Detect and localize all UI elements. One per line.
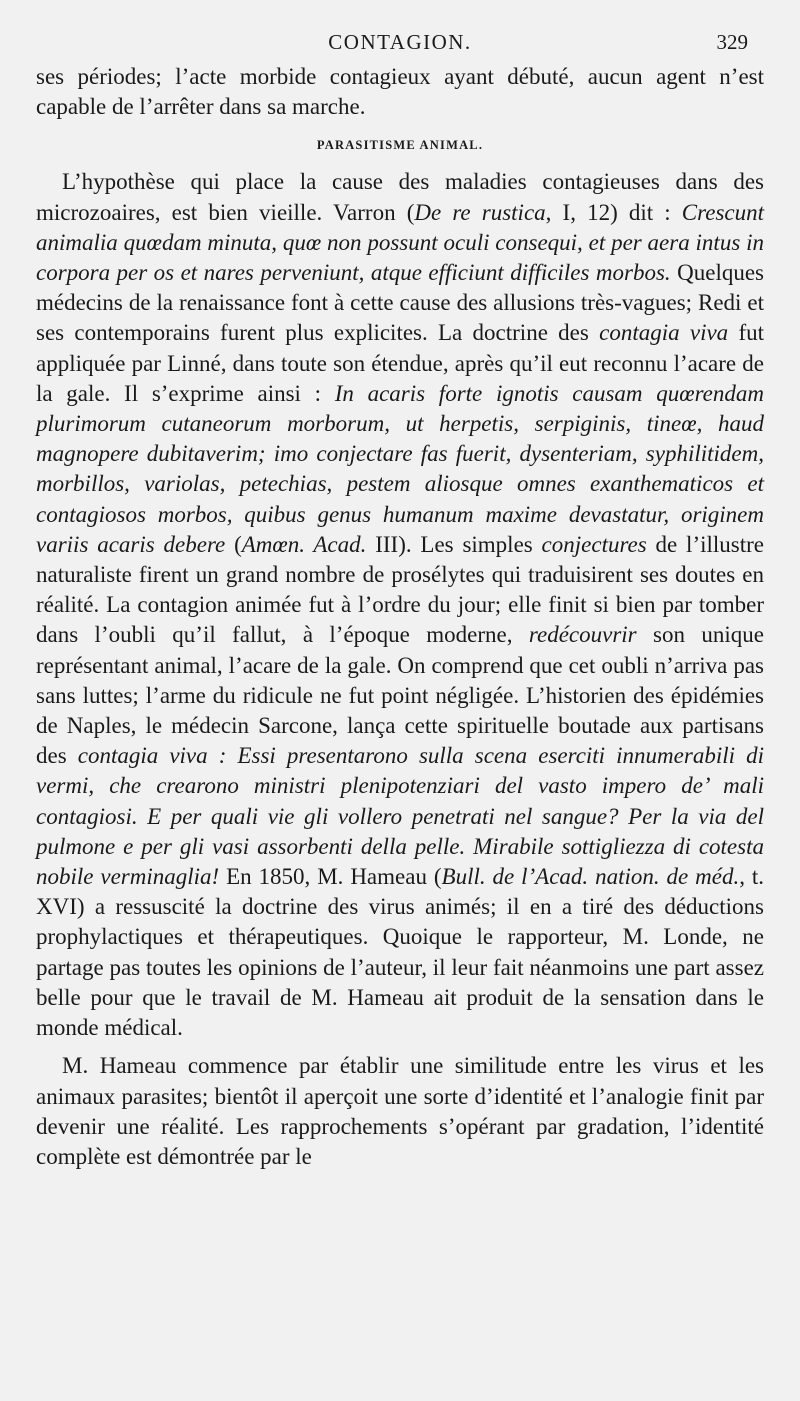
page-number: 329 bbox=[716, 30, 748, 54]
paragraph-parasitisme bbox=[36, 167, 764, 1043]
italic-term: conjectures bbox=[541, 531, 647, 557]
italian-quotation: contagia viva : Essi presentarono sulla scena eserciti innumerabili di vermi, che crearono ministri plenipotenziari del vasto impero de’ mali contagiosi. E per quali vie gli vollero penetrati nel sangue? Per la via del pulmone e per gli vasi assorbenti della pelle. Mirabile sottigliezza di cotesta nobile verminaglia! bbox=[36, 743, 764, 890]
paragraph-text: M. Hameau commence par établir une similitude entre les virus et les animaux parasites; bientôt il aperçoit une sorte d’identité et l’analogie finit par devenir une réalité. Les rapprochements s’opérant par gradation, l’identité complète est démontrée par le bbox=[36, 1053, 764, 1169]
paragraph-text: ses périodes; l’acte morbide contagieux ayant débuté, aucun agent n’est capable de l’arrêter dans sa marche. bbox=[36, 64, 764, 120]
text-run: ( bbox=[225, 531, 242, 557]
text-run: , t. XVI) a ressuscité la doctrine des virus animés; il en a tiré des déductions prophylactiques et thérapeutiques. Quoique le rapporteur, M. Londe, ne partage pas toutes les opinions de l’auteur, il leur fait néanmoins une part assez belle pour que le travail de M. Hameau ait produit de la sensation dans le monde médical. bbox=[36, 864, 764, 1041]
text-run: Quelques médecins de la renaissance font à cette cause des allusions très-vagues; Redi et ses contemporains furent plus explicites. La doctrine des bbox=[36, 260, 764, 346]
section-heading: PARASITISME ANIMAL. bbox=[316, 138, 484, 153]
text-run: L’hypothèse qui place la cause des maladies contagieuses dans des microzoaires, est bien vieille. Varron ( bbox=[36, 169, 764, 225]
running-title: CONTAGION. bbox=[328, 30, 472, 54]
paragraph-continuation bbox=[36, 62, 764, 122]
paragraph-hameau bbox=[36, 1051, 764, 1172]
italic-citation: De re rustica bbox=[414, 199, 546, 225]
text-run: III). Les simples bbox=[366, 531, 542, 557]
italic-term: redécouvrir bbox=[528, 622, 637, 648]
page-body bbox=[36, 62, 764, 1172]
text-run: , I, 12) dit : bbox=[545, 199, 682, 225]
text-run: En 1850, M. Hameau ( bbox=[219, 864, 442, 890]
italic-term: contagia viva bbox=[599, 320, 729, 346]
text-run: de l’illustre naturaliste firent un grand nombre de prosélytes qui traduisirent ses doutes en réalité. La contagion animée fut à l’ordre du jour; elle finit si bien par tomber dans l’oubli qu’il fallut, à l’époque moderne, bbox=[36, 531, 764, 648]
latin-quotation: Crescunt animalia quœdam minuta, quœ non possunt oculi consequi, et per aera intus in corpora per os et nares perveniunt, atque efficiunt difficiles morbos. bbox=[36, 199, 764, 286]
italic-citation: Bull. de l’Acad. nation. de méd. bbox=[441, 864, 740, 890]
italic-citation: Amœn. Acad. bbox=[241, 531, 367, 557]
text-run: fut appliquée par Linné, dans toute son étendue, après qu’il eut reconnu l’acare de la gale. Il s’exprime ainsi : bbox=[36, 320, 765, 406]
text-run: son unique représentant animal, l’acare de la gale. On comprend que cet oubli n’arriva pas sans luttes; l’arme du ridicule ne fut point négligée. L’historien des épidémies de Naples, le médecin Sarcone, lança cette spirituelle boutade aux partisans des bbox=[36, 622, 764, 769]
page-header bbox=[36, 30, 764, 62]
latin-quotation: In acaris forte ignotis causam quœrendam plurimorum cutaneorum morborum, ut herpetis, serpiginis, tineœ, haud magnopere dubitaverim; imo conjectare fas fuerit, dysenteriam, syphilitidem, morbillos, variolas, petechias, pestem aliosque omnes exanthematicos et contagiosos morbos, quibus genus humanum maxime devastatur, originem variis acaris debere bbox=[36, 380, 764, 557]
